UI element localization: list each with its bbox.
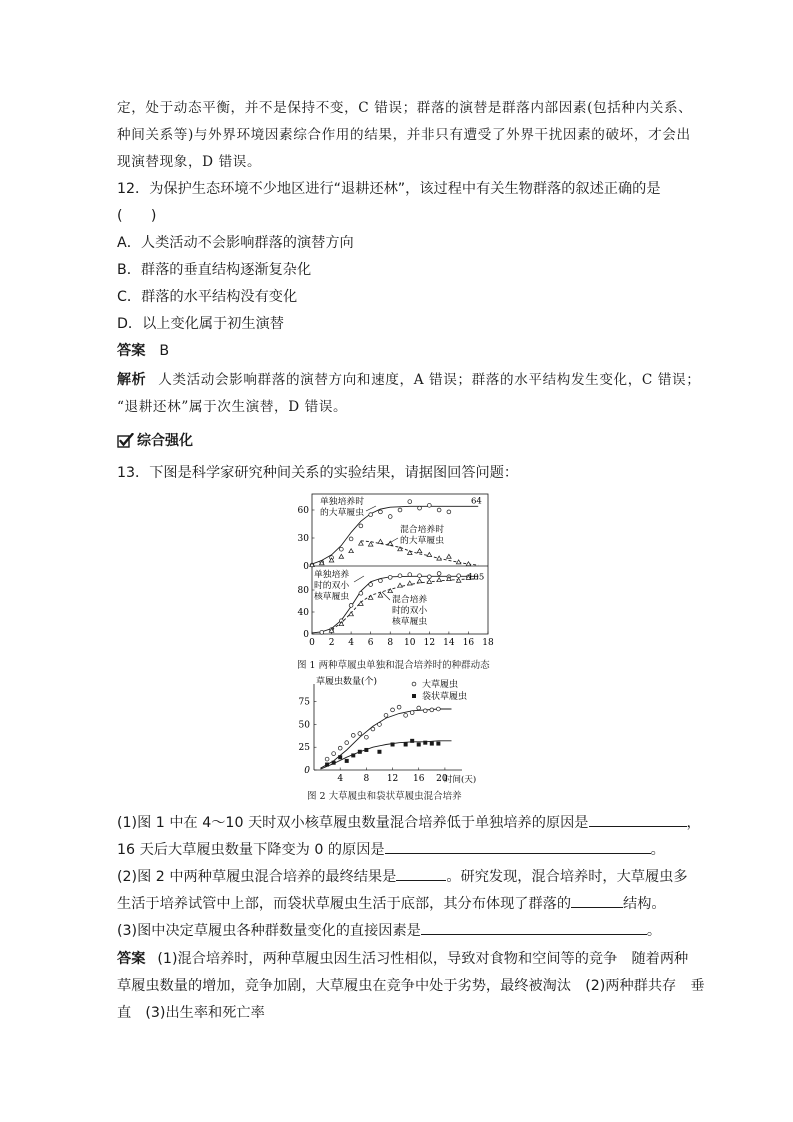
q13-sub1-line-b xyxy=(117,839,665,859)
end-label-64: 64 xyxy=(471,496,482,507)
q12-stem: 12．为保护生态环境不少地区进行“退耕还林”，该过程中有关生物群落的叙述正确的是 xyxy=(117,181,661,197)
bag-paramecium-point xyxy=(338,755,342,759)
x-tick-label: 18 xyxy=(482,638,494,648)
upper-single-large-point xyxy=(437,508,441,512)
upper-y-tick-label: 30 xyxy=(297,534,309,544)
large-paramecium-point xyxy=(378,723,382,727)
prev-explanation-line-3: 现演替现象，D 错误。 xyxy=(117,154,262,170)
lower-single-small-point xyxy=(359,591,363,595)
q13-sub3-text: (3)图中决定草履虫各种群数量变化的直接因素是 xyxy=(117,923,421,939)
label-single-small-1: 单独培养 xyxy=(314,570,350,580)
upper-single-large-point xyxy=(388,515,392,519)
large-paramecium-point xyxy=(417,706,421,710)
section-header xyxy=(117,430,193,450)
label-single-large-2: 的大草履虫 xyxy=(320,508,364,518)
lower-mixed-small-point xyxy=(427,579,432,583)
x-tick-label: 6 xyxy=(367,638,374,648)
upper-mixed-large-point xyxy=(427,552,432,556)
q13-sub2-line-b xyxy=(117,893,666,913)
lower-mixed-small-point xyxy=(417,579,422,583)
x-tick-label: 10 xyxy=(404,638,416,648)
q12-answer xyxy=(117,340,169,360)
lower-single-small-point xyxy=(418,574,422,578)
large-paramecium-point xyxy=(338,746,342,750)
upper-single-large-point xyxy=(369,513,373,517)
upper-y-tick-label: 0 xyxy=(303,562,309,572)
large-paramecium-point xyxy=(423,709,427,713)
y-tick-label: 0 xyxy=(304,766,310,776)
upper-mixed-large-point xyxy=(378,539,383,543)
large-paramecium-point xyxy=(397,705,401,709)
prev-explanation-line-1: 定，处于动态平衡，并不是保持不变，C 错误；群落的演替是群落内部因素(包括种内关系、 xyxy=(117,100,693,116)
lower-single-small-point xyxy=(427,575,431,579)
leader-line xyxy=(382,592,390,600)
x-tick-label: 12 xyxy=(423,638,436,648)
upper-y-tick-label: 60 xyxy=(297,506,309,516)
upper-mixed-large-point xyxy=(398,547,403,551)
bag-paramecium-point xyxy=(417,742,421,746)
large-paramecium-point xyxy=(358,732,362,736)
label-mixed-large-2: 的大草履虫 xyxy=(400,536,444,546)
legend-label-bag: 袋状草履虫 xyxy=(422,692,468,702)
q12-option-d: D．以上变化属于初生演替 xyxy=(117,316,284,332)
bag-paramecium-point xyxy=(351,753,355,757)
x-tick-label: 8 xyxy=(363,774,370,784)
upper-single-large-point xyxy=(349,537,353,541)
upper-single-large-point xyxy=(427,503,431,507)
upper-single-large-point xyxy=(447,510,451,514)
q12-analysis-line-1 xyxy=(117,368,700,389)
upper-mixed-large-point xyxy=(417,549,422,553)
q13-answer-line-2: 草履虫数量的增加，竞争加剧，大草履虫在竞争中处于劣势，最终被淘汰 (2)两种群共存 垂 xyxy=(117,978,705,994)
bag-paramecium-point xyxy=(358,750,362,754)
label-mixed-large-1: 混合培养时 xyxy=(400,525,444,535)
label-single-large-1: 单独培养时 xyxy=(320,497,364,507)
lower-mixed-small-point xyxy=(378,593,383,597)
lower-single-small-point xyxy=(349,604,353,608)
section-title: 综合强化 xyxy=(137,433,193,449)
q13-answer-label: 答案 xyxy=(117,951,146,967)
x-tick-label: 16 xyxy=(462,638,475,648)
upper-single-large-point xyxy=(398,508,402,512)
large-paramecium-point xyxy=(364,735,368,739)
x-tick-label: 12 xyxy=(386,774,399,784)
q12-option-b: B．群落的垂直结构逐渐复杂化 xyxy=(117,262,312,278)
legend-label-large: 大草履虫 xyxy=(422,680,459,690)
large-paramecium-point xyxy=(384,713,388,717)
figure-1-chart xyxy=(290,490,510,656)
figure-2-x-label: 时间(天) xyxy=(444,775,477,785)
q12-option-a: A．人类活动不会影响群落的演替方向 xyxy=(117,235,354,251)
bag-paramecium-point xyxy=(391,742,395,746)
large-paramecium-point xyxy=(332,752,336,756)
lower-single-small-point xyxy=(398,574,402,578)
upper-single-large-point xyxy=(379,510,383,514)
q12-analysis-text-1: 人类活动会影响群落的演替方向和速度，A 错误；群落的水平结构发生变化，C 错误； xyxy=(158,372,701,388)
large-paramecium-point xyxy=(436,707,440,711)
large-paramecium-point xyxy=(345,741,349,745)
upper-mixed-large-point xyxy=(349,549,354,553)
answer-blank[interactable] xyxy=(571,893,623,908)
lower-mixed-small-point xyxy=(349,612,354,616)
large-paramecium-point xyxy=(410,711,414,715)
q13-sub3-end: 。 xyxy=(646,923,662,939)
bag-paramecium-point xyxy=(404,742,408,746)
lower-single-small-point xyxy=(437,572,441,576)
answer-blank[interactable] xyxy=(589,812,687,827)
bag-paramecium-point xyxy=(364,748,368,752)
upper-mixed-large-point xyxy=(359,541,364,545)
answer-blank[interactable] xyxy=(396,866,446,881)
legend-marker-bag xyxy=(412,694,416,698)
y-tick-label: 25 xyxy=(298,743,310,754)
leader-line xyxy=(354,576,364,582)
lower-mixed-small-point xyxy=(437,578,442,582)
q12-paren: ( ) xyxy=(117,208,157,224)
upper-single-large-point xyxy=(418,506,422,510)
check-box-icon xyxy=(117,433,134,448)
bag-paramecium-point xyxy=(430,742,434,746)
x-tick-label: 16 xyxy=(413,774,425,784)
large-paramecium-point xyxy=(430,708,434,712)
upper-mixed-large-point xyxy=(466,562,471,566)
lower-y-tick-label: 80 xyxy=(297,586,309,596)
label-single-small-3: 核草履虫 xyxy=(314,592,350,602)
x-tick-label: 14 xyxy=(443,638,455,648)
bag-paramecium-point xyxy=(325,763,329,767)
lower-single-small-point xyxy=(457,574,461,578)
upper-single-large-point xyxy=(408,500,412,504)
large-paramecium-point xyxy=(371,727,375,731)
bag-paramecium-point xyxy=(410,739,414,743)
q12-analysis-label: 解析 xyxy=(117,372,147,388)
large-paramecium-point xyxy=(351,733,355,737)
q13-sub1-b-text: 16 天后大草履虫数量下降变为 0 的原因是 xyxy=(117,842,385,858)
upper-mixed-large-point xyxy=(447,554,452,558)
q13-stem: 13．下图是科学家研究种间关系的实验结果，请据图回答问题： xyxy=(117,465,519,481)
q13-answer-text-1: (1)混合培养时，两种草履虫因生活习性相似，导致对食物和空间等的竞争 随着两种 xyxy=(157,951,689,967)
end-label-105: 105 xyxy=(468,572,485,583)
lower-single-small-point xyxy=(369,583,373,587)
lower-single-small-point xyxy=(388,575,392,579)
lower-mixed-small-point xyxy=(359,601,364,605)
q13-sub2-a-mid: 。研究发现，混合培养时，大草履虫多 xyxy=(446,869,688,885)
lower-single-small-point xyxy=(408,573,412,577)
q12-option-c: C．群落的水平结构没有变化 xyxy=(117,289,298,305)
q13-answer-line-3: 直 (3)出生率和死亡率 xyxy=(117,1005,265,1021)
q13-sub2-a-text: (2)图 2 中两种草履虫混合培养的最终结果是 xyxy=(117,869,397,885)
x-tick-label: 4 xyxy=(348,638,354,648)
legend-marker-large xyxy=(412,682,416,686)
lower-mixed-small-point xyxy=(456,578,461,582)
lower-y-tick-label: 0 xyxy=(303,630,309,640)
q13-sub1-a-text: (1)图 1 中在 4～10 天时双小核草履虫数量混合培养低于单独培养的原因是 xyxy=(117,815,589,831)
large-paramecium-point xyxy=(391,708,395,712)
y-tick-label: 50 xyxy=(298,720,310,731)
large-paramecium-point xyxy=(325,757,329,761)
lower-single-small-point xyxy=(379,579,383,583)
y-tick-label: 75 xyxy=(298,697,310,708)
bag-paramecium-point xyxy=(436,742,440,746)
upper-mixed-large-point xyxy=(437,556,442,560)
lower-y-tick-label: 40 xyxy=(297,608,309,618)
x-tick-label: 8 xyxy=(387,638,394,648)
q13-sub3-line xyxy=(117,920,661,940)
label-mixed-small-3: 核草履虫 xyxy=(392,617,428,627)
bag-paramecium-point xyxy=(377,750,381,754)
upper-single-large-point xyxy=(359,524,363,528)
lower-single-small-point xyxy=(320,630,324,634)
lower-mixed-small-point xyxy=(368,595,373,599)
q13-sub1-b-end: 。 xyxy=(650,842,665,858)
x-tick-label: 4 xyxy=(337,774,344,784)
q13-answer-line-1 xyxy=(117,948,688,968)
q13-sub2-b-text: 生活于培养试管中上部，而袋状草履虫生活于底部，其分布体现了群落的 xyxy=(117,896,572,912)
q13-sub1-line-a xyxy=(117,812,701,832)
upper-single-large-point xyxy=(339,547,343,551)
x-tick-label: 20 xyxy=(436,774,448,784)
q13-sub1-a-end: ， xyxy=(686,815,701,831)
bag-paramecium-point xyxy=(423,741,427,745)
answer-blank[interactable] xyxy=(421,920,647,935)
x-tick-label: 2 xyxy=(328,638,335,648)
q12-answer-label: 答案 xyxy=(117,343,146,359)
bag-paramecium-point xyxy=(345,759,349,763)
figure-2-caption: 图 2 大草履虫和袋状草履虫混合培养 xyxy=(307,791,462,802)
bag-paramecium-point xyxy=(332,761,336,765)
q13-sub2-line-a xyxy=(117,866,688,886)
figure-1-caption: 图 1 两种草履虫单独和混合培养时的种群动态 xyxy=(297,660,490,671)
lower-mixed-small-point xyxy=(398,583,403,587)
q12-analysis-line-2: “退耕还林”属于次生演替，D 错误。 xyxy=(117,399,348,415)
prev-explanation-line-2: 种间关系等)与外界环境因素综合作用的结果，并非只有遭受了外界干扰因素的破坏，才会出 xyxy=(117,127,691,143)
answer-blank[interactable] xyxy=(385,839,651,854)
label-single-small-2: 时的双小 xyxy=(314,581,350,591)
large-paramecium-point xyxy=(404,713,408,717)
lower-mixed-small-point xyxy=(388,589,393,593)
lower-mixed-small-point xyxy=(407,581,412,585)
upper-mixed-large-point xyxy=(368,542,373,546)
upper-mixed-large-point xyxy=(339,554,344,558)
q13-sub2-b-end: 结构。 xyxy=(623,896,666,912)
label-mixed-small-1: 混合培养 xyxy=(392,595,428,605)
label-mixed-small-2: 时的双小 xyxy=(392,606,428,616)
figure-2-y-label: 草履虫数量(个) xyxy=(316,677,378,687)
large-paramecium-curve xyxy=(321,709,452,768)
q12-answer-value: B xyxy=(159,343,170,359)
x-tick-label: 0 xyxy=(309,638,315,648)
upper-mixed-large-point xyxy=(456,560,461,564)
leader-line xyxy=(366,506,376,511)
figure-2-chart xyxy=(290,672,510,787)
